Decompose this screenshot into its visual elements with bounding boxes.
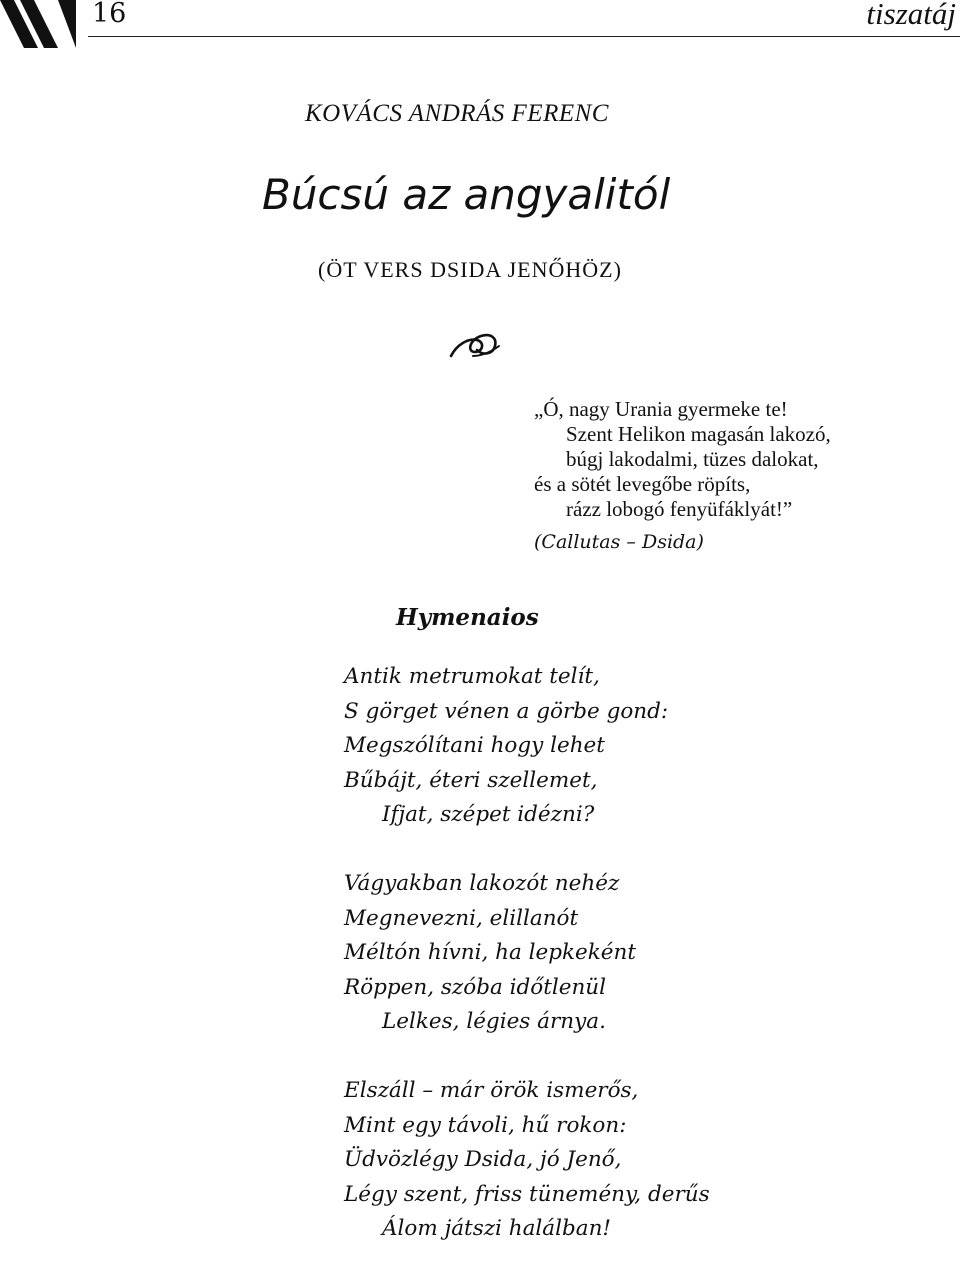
poem-line: S görget vénen a görbe gond: (344, 698, 669, 724)
poem-line: Antik metrumokat telít, (344, 664, 600, 689)
page-title: Búcsú az angyalitól (262, 170, 671, 219)
motto-line: rázz lobogó fenyüfáklyát!” (566, 497, 793, 521)
poem-line: Mint egy távoli, hű rokon: (344, 1112, 627, 1138)
author-name: KOVÁCS ANDRÁS FERENC (305, 100, 609, 127)
poem-line: Megszólítani hogy lehet (344, 733, 605, 758)
motto-line: Szent Helikon magasán lakozó, (566, 422, 831, 446)
fleuron-ornament-icon (447, 326, 503, 362)
poem-line: Megnevezni, elillanót (344, 905, 579, 931)
poem-line: Röppen, szóba időtlenül (344, 974, 607, 1000)
poem-line: Vágyakban lakozót nehéz (344, 871, 620, 896)
stanza (344, 867, 710, 1040)
poem-line: Álom játszi halálban! (382, 1216, 612, 1241)
header-rule (88, 36, 960, 37)
journal-logo (0, 0, 80, 50)
poem-line: Lelkes, légies árnya. (382, 1009, 606, 1034)
poem-line: Ifjat, szépet idézni? (382, 802, 595, 827)
motto (534, 397, 831, 555)
poem-line: Bűbájt, éteri szellemet, (344, 767, 598, 793)
stanza (344, 660, 710, 833)
poem-body (344, 660, 710, 1281)
stanza (344, 1074, 710, 1247)
poem-line: Légy szent, friss tünemény, derűs (344, 1181, 710, 1207)
poem-line: Elszáll – már örök ismerős, (344, 1078, 639, 1103)
motto-line: búgj lakodalmi, tüzes dalokat, (566, 447, 819, 471)
motto-line: és a sötét levegőbe röpíts, (534, 472, 751, 496)
poem-line: Méltón hívni, ha lepkeként (344, 940, 636, 965)
motto-line: „Ó, nagy Urania gyermeke te! (534, 397, 788, 421)
subtitle: (ÖT VERS DSIDA JENŐHÖZ) (318, 257, 622, 282)
poem-line: Üdvözlégy Dsida, jó Jenő, (344, 1147, 622, 1172)
page-number: 16 (92, 0, 127, 29)
journal-name: tiszatáj (866, 0, 956, 31)
poem-title: Hymenaios (396, 604, 539, 631)
motto-source: (Callutas – Dsida) (534, 531, 704, 553)
